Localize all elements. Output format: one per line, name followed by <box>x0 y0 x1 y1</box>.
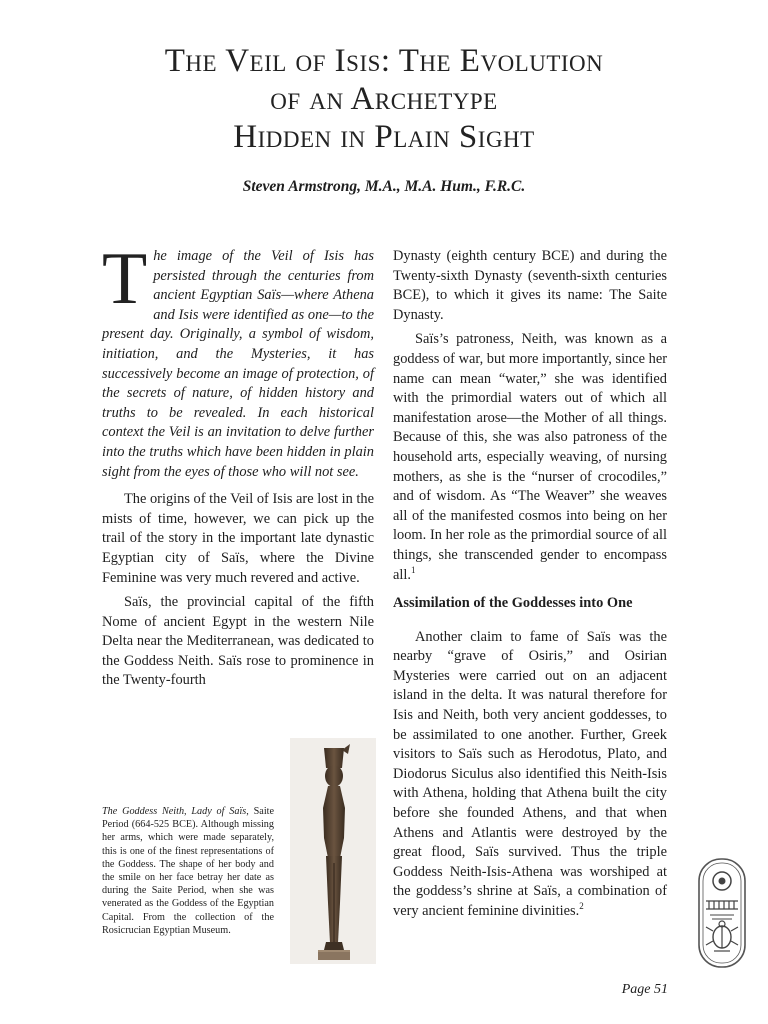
paragraph-text: Another claim to fame of Saïs was the nearby “grave of Osiris,” and Osirian Mysteries were carried out on an adjacent island in the delta. It was natural therefore for Isis and Neith, both very ancient goddesses, to be assimilated to one another. Further, Greek visitors to Saïs such as Herodotus, Plato, and Diodorus Siculus also identified this Neith-Isis with Athena, holding that Athena built the city before she founded Athens, and that when Athens and Atlantis were destroyed by the great flood, Saïs survived. Thus the triple Goddess Neith-Isis-Athena was worshiped at the goddess’s shrine at Saïs, a combination of very ancient feminine divinities. <box>393 628 667 919</box>
title-line-3: Hidden in Plain Sight <box>233 119 535 155</box>
body-paragraph: Dynasty (eighth century BCE) and during the Twenty-sixth Dynasty (seventh-sixth centuries BCE), to which it gives its name: The Saite Dynasty. <box>393 248 667 323</box>
right-column <box>393 247 667 922</box>
paragraph-text: Saïs’s patroness, Neith, was known as a goddess of war, but more importantly, since her name can mean “water,” she was identified with the primordial waters out of which all manifestation arose—the Mother of all things. Because of this, she was also patroness of the household arts, especially weaving, of nursing mothers, as she is the “nurser of crocodiles,” and of wisdom. As “The Weaver” she weaves all of the manifested cosmos into being on her loom. In her role as the primordial source of all things, she transcended gender to encompass all. <box>393 331 667 583</box>
intro-paragraph <box>102 238 374 482</box>
body-paragraph: Saïs, the provincial capital of the fifth Nome of ancient Egypt in the western Nile Delta near the Mediterranean, was dedicated to the Goddess Neith. Saïs rose to prominence in the Twenty-fourth <box>102 594 374 689</box>
left-column <box>102 238 374 691</box>
title-line-1: The Veil of Isis: The Evolution <box>164 43 604 79</box>
figure-caption <box>102 805 274 937</box>
caption-text: , Saite Period (664-525 BCE). Although missing her arms, which were made separately, this is one of the finest representations of the Goddess. The shape of her body and the smile on her face betray her date as during the Saite Period, when she was venerated as the Goddess of the Egyptian Capital. From the collection of the Rosicrucian Egyptian Museum. <box>102 806 274 936</box>
drop-cap: T <box>102 238 148 320</box>
author-byline: Steven Armstrong, M.A., M.A. Hum., F.R.C. <box>242 178 526 195</box>
body-paragraph <box>393 628 667 922</box>
intro-text: he image of the Veil of Isis has persisted through the centuries from ancient Egyptian Saïs—where Athena and Isis were identified as one—to the present day. Originally, a symbol of wisdom, initiation, and the Mysteries, it has successively become an image of protection, of the secrets of nature, of hidden history and truths to be revealed. In each historical context the Veil is an invitation to delve further into the truths which have been hidden in plain sight from the eyes of those who will not see. <box>102 248 374 480</box>
page-number: Page 51 <box>621 982 668 997</box>
body-paragraph: The origins of the Veil of Isis are lost in the mists of time, however, we can pick up the trail of the story in the important late dynastic Egyptian city of Saïs, where the Divine Feminine was very much revered and active. <box>102 491 374 586</box>
caption-title: The Goddess Neith, Lady of Saïs <box>102 806 247 817</box>
footnote-ref[interactable]: 1 <box>410 564 416 575</box>
section-heading: Assimilation of the Goddesses into One <box>393 595 633 612</box>
body-paragraph <box>393 330 667 585</box>
footnote-ref[interactable]: 2 <box>579 901 584 912</box>
title-line-2: of an Archetype <box>270 81 498 117</box>
statue-figure-icon <box>290 738 376 964</box>
cartouche-seal-icon <box>696 857 748 969</box>
article-title <box>0 42 768 156</box>
neith-statue-image <box>290 738 376 964</box>
